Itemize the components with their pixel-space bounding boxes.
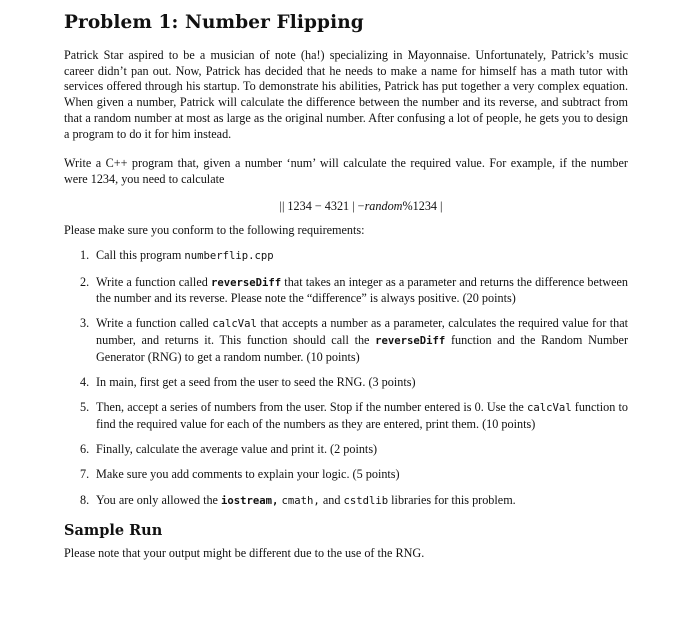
item-number: 6. (80, 442, 90, 457)
item-text: that accepts a number as a parameter, calculates the required value for that number, and returns it. This function should call the (96, 316, 628, 348)
task-paragraph: Write a C++ program that, given a number ‘num’ will calculate the required value. For example, if the number were 1234, you need to calculate (64, 156, 628, 186)
item-text: function and the Random Number Generator (RNG) to get a random number. (10 points) (96, 333, 629, 364)
formula-right: %1234 | (402, 198, 443, 213)
code-function-name: calcVal (212, 318, 257, 331)
code-library-name: iostream, (221, 494, 279, 507)
code-filename: numberflip.cpp (184, 250, 274, 263)
code-function-name: reverseDiff (375, 335, 446, 348)
item-text: Make sure you add comments to explain your logic. (5 points) (96, 467, 400, 482)
requirements-intro: Please make sure you conform to the following requirements: (64, 222, 365, 237)
item-text: function to find the required value for each of the numbers as they are entered, print them. (10 points) (96, 400, 628, 431)
formula-left: || 1234 − 4321 | − (279, 198, 365, 213)
formula-italic: random (364, 198, 403, 213)
requirements-list (64, 248, 628, 509)
requirement-item-5 (64, 400, 628, 432)
item-text: and (319, 492, 344, 507)
requirement-item-6 (64, 442, 628, 458)
item-text: Write a function called (96, 274, 211, 289)
item-number: 1. (80, 248, 90, 263)
requirement-item-1 (64, 248, 628, 265)
document-page (64, 10, 628, 562)
item-text: Then, accept a series of numbers from the user. Stop if the number entered is 0. Use the (96, 400, 527, 415)
requirement-item-2 (64, 275, 628, 307)
code-library-name: cstdlib (343, 494, 389, 507)
formula (64, 199, 628, 214)
intro-paragraph: Patrick Star aspired to be a musician of note (ha!) specializing in Mayonnaise. Unfortunately, Patrick’s music career didn’t pan out. Now, Patrick has decided that he needs to make a name for himself has a math tutor with services offered through his startup. To demonstrate his abilities, Patrick has put together a very complex equation. When given a number, Patrick will calculate the difference between the number and its reverse, and subtract from that a random number at most as large as the original number. After confusing a lot of people, he gets you to design a program to do it for him instead. (64, 48, 628, 141)
requirement-item-3 (64, 316, 628, 365)
sample-run-heading: Sample Run (64, 522, 163, 540)
item-text: Write a function called (96, 316, 213, 331)
item-text: In main, first get a seed from the user to seed the RNG. (3 points) (96, 375, 416, 390)
requirement-item-4 (64, 375, 628, 391)
item-text: that takes an integer as a parameter and returns the difference between the number and its reverse. Please note the “difference” is always positive. (20 points) (96, 274, 628, 306)
item-text: libraries for this problem. (388, 492, 516, 507)
item-number: 8. (80, 492, 90, 507)
problem-title: Problem 1: Number Flipping (64, 12, 364, 33)
item-number: 3. (80, 316, 90, 331)
code-library-name: cmath, (281, 494, 320, 507)
item-number: 7. (80, 467, 90, 482)
item-number: 2. (80, 274, 90, 289)
item-text: Call this program (96, 248, 185, 263)
sample-run-note: Please note that your output might be different due to the use of the RNG. (64, 546, 425, 561)
item-text: Finally, calculate the average value and print it. (2 points) (96, 442, 378, 457)
item-number: 5. (80, 400, 90, 415)
item-number: 4. (80, 375, 90, 390)
item-text: You are only allowed the (96, 492, 222, 507)
requirement-item-7 (64, 467, 628, 483)
code-function-name: calcVal (526, 402, 572, 415)
requirement-item-8 (64, 493, 628, 510)
code-function-name: reverseDiff (210, 276, 282, 289)
